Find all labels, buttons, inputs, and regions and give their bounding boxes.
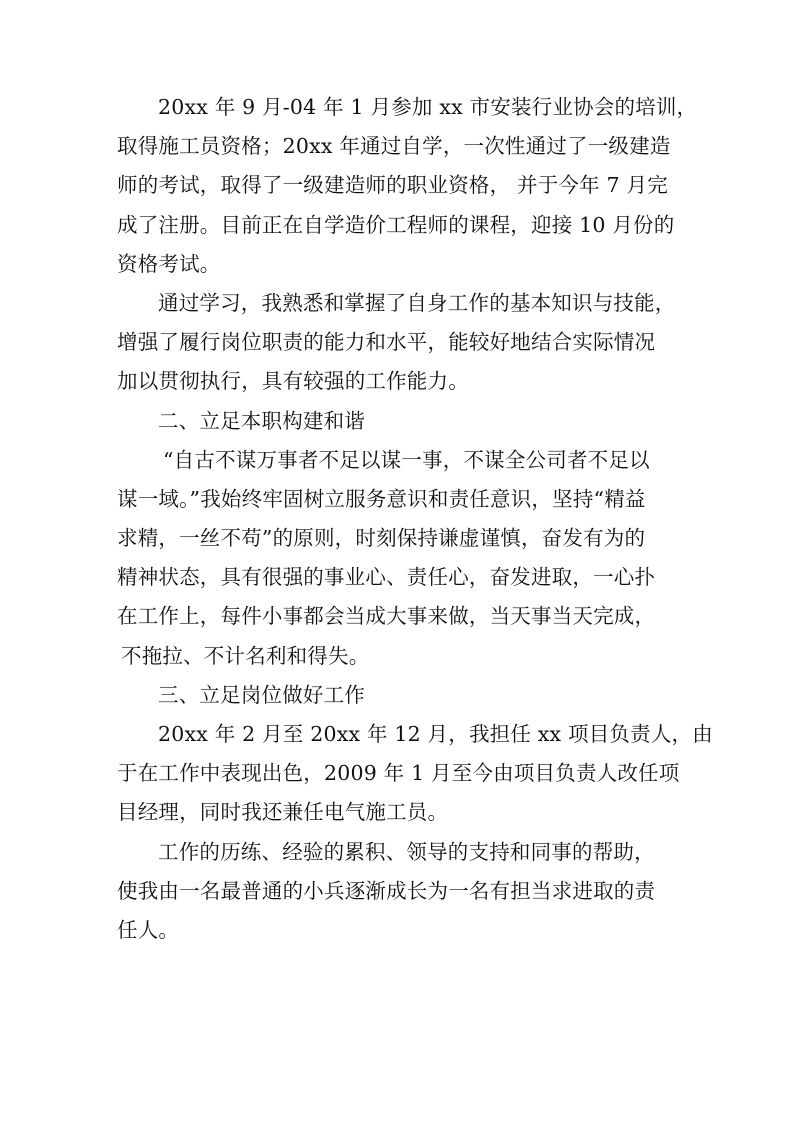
paragraph-line: 增强了履行岗位职责的能力和水平，能较好地结合实际情况 [117, 330, 656, 355]
paragraph-line: 师的考试，取得了一级建造师的职业资格， 并于今年 7 月完 [117, 173, 668, 198]
paragraph-line: 20xx 年 2 月至 20xx 年 12 月，我担任 xx 项目负责人，由 [158, 722, 713, 746]
paragraph-line: 谋一域。”我始终牢固树立服务意识和责任意识，坚持“精益 [117, 486, 646, 511]
paragraph-line: 资格考试。 [117, 251, 221, 276]
paragraph-line: 精神状态，具有很强的事业心、责任心，奋发进取，一心扑 [117, 565, 656, 590]
paragraph-line: 加以贯彻执行，具有较强的工作能力。 [117, 369, 469, 394]
paragraph-line: 于在工作中表现出色，2009 年 1 月至今由项目负责人改任项 [117, 761, 680, 786]
paragraph-line: 通过学习，我熟悉和掌握了自身工作的基本知识与技能， [158, 290, 676, 315]
paragraph-line: 目经理，同时我还兼任电气施工员。 [117, 800, 449, 825]
section-heading: 二、立足本职构建和谐 [158, 408, 365, 433]
section-heading: 三、立足岗位做好工作 [158, 682, 365, 707]
paragraph-line: 成了注册。目前正在自学造价工程师的课程，迎接 10 月份的 [117, 212, 675, 237]
paragraph-line: 任人。 [117, 917, 180, 942]
paragraph-line: 工作的历练、经验的累积、领导的支持和同事的帮助， [158, 839, 655, 864]
document-body [117, 88, 713, 950]
paragraph-line: 20xx 年 9 月-04 年 1 月参加 xx 市安装行业协会的培训， [158, 95, 698, 119]
paragraph-line: 求精，一丝不苟”的原则，时刻保持谦虚谨慎，奋发有为的 [117, 526, 646, 551]
paragraph-line: 在工作上，每件小事都会当成大事来做，当天事当天完成， [117, 604, 656, 629]
paragraph-line: 不拖拉、不计名利和得失。 [121, 643, 370, 668]
paragraph-line: 使我由一名最普通的小兵逐渐成长为一名有担当求进取的责 [117, 878, 656, 903]
paragraph-line: “自古不谋万事者不足以谋一事，不谋全公司者不足以 [163, 447, 650, 472]
paragraph-line: 取得施工员资格；20xx 年通过自学，一次性通过了一级建造 [117, 134, 671, 159]
